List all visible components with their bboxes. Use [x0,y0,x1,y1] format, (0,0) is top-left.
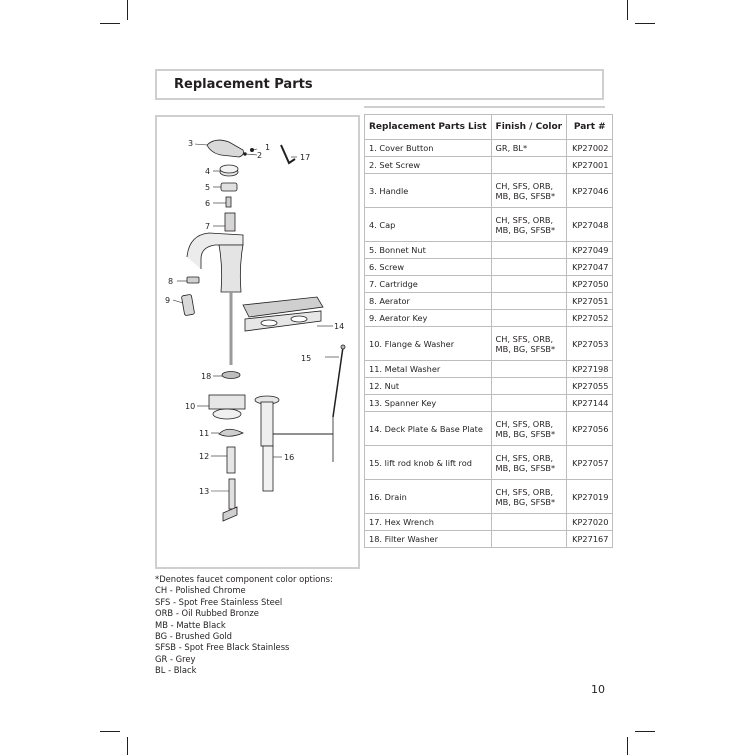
filter-washer-part [222,372,240,379]
callout-6: 6 [205,199,211,208]
crop-mark [635,23,655,24]
callout-7: 7 [205,222,211,231]
crop-mark [100,731,120,732]
crop-mark [635,731,655,732]
part-finish [491,531,567,548]
part-number: KP27047 [567,259,613,276]
part-number: KP27198 [567,361,613,378]
part-description: 1. Cover Button [365,140,492,157]
part-number: KP27048 [567,208,613,242]
hex-wrench-part [281,145,295,163]
table-header-row [365,115,613,140]
part-finish [491,378,567,395]
table-row [365,174,613,208]
note-line: *Denotes faucet component color options: [155,574,333,584]
part-description: 18. Filter Washer [365,531,492,548]
part-description: 5. Bonnet Nut [365,242,492,259]
table-row [365,361,613,378]
part-description: 4. Cap [365,208,492,242]
table-row [365,310,613,327]
note-line: MB - Matte Black [155,619,226,630]
faucet-diagram [157,117,358,567]
bonnet-nut-part [221,183,237,191]
part-finish [491,514,567,531]
aerator-key-part [181,294,194,315]
table-row [365,157,613,174]
part-description: 10. Flange & Washer [365,327,492,361]
crop-mark [627,737,628,755]
part-number: KP27020 [567,514,613,531]
crop-mark [627,0,628,20]
callout-8: 8 [168,277,174,286]
header-parts-list: Replacement Parts List [365,115,492,140]
part-number: KP27052 [567,310,613,327]
callout-15: 15 [301,354,312,363]
note-line: BL - Black [155,665,197,676]
callout-2: 2 [257,151,263,160]
callout-12: 12 [199,452,210,461]
flange-part [209,395,245,409]
part-description: 11. Metal Washer [365,361,492,378]
screw-part [226,197,231,207]
table-row [365,140,613,157]
table-row [365,293,613,310]
part-description: 7. Cartridge [365,276,492,293]
table-row [365,242,613,259]
part-number: KP27056 [567,412,613,446]
part-finish: CH, SFS, ORB, MB, BG, SFSB* [491,446,567,480]
part-finish [491,242,567,259]
note-line: BG - Brushed Gold [155,631,232,642]
callout-13: 13 [199,487,210,496]
spanner-key-part [229,479,235,509]
part-description: 8. Aerator [365,293,492,310]
part-description: 16. Drain [365,480,492,514]
part-number: KP27002 [567,140,613,157]
part-finish: CH, SFS, ORB, MB, BG, SFSB* [491,412,567,446]
part-description: 12. Nut [365,378,492,395]
note-line: GR - Grey [155,653,196,664]
header-finish-color: Finish / Color [491,115,567,140]
table-row [365,259,613,276]
part-finish: CH, SFS, ORB, MB, BG, SFSB* [491,208,567,242]
callout-1: 1 [265,143,271,152]
crop-mark [127,737,128,755]
table-row [365,208,613,242]
part-number: KP27019 [567,480,613,514]
callout-4: 4 [205,167,211,176]
part-finish [491,395,567,412]
part-number: KP27144 [567,395,613,412]
part-number: KP27167 [567,531,613,548]
metal-washer-part [219,429,243,436]
part-finish [491,293,567,310]
note-line: CH - Polished Chrome [155,585,246,596]
page-title: Replacement Parts [174,77,313,92]
header-part-number: Part # [567,115,613,140]
table-row [365,514,613,531]
part-finish: GR, BL* [491,140,567,157]
part-number: KP27051 [567,293,613,310]
table-row [365,378,613,395]
note-line: SFS - Spot Free Stainless Steel [155,596,283,607]
part-finish [491,361,567,378]
part-finish: CH, SFS, ORB, MB, BG, SFSB* [491,327,567,361]
part-finish [491,276,567,293]
callout-16: 16 [284,453,295,462]
part-finish [491,310,567,327]
note-line: SFSB - Spot Free Black Stainless [155,642,290,653]
handle-part [207,140,244,157]
faucet-body [219,245,243,292]
callout-18: 18 [201,372,212,381]
page-number: 10 [591,683,605,696]
crop-mark [127,0,128,20]
title-box [155,69,604,100]
part-number: KP27046 [567,174,613,208]
part-description: 13. Spanner Key [365,395,492,412]
crop-mark [100,23,120,24]
callout-17: 17 [300,153,311,162]
part-finish: CH, SFS, ORB, MB, BG, SFSB* [491,174,567,208]
part-description: 14. Deck Plate & Base Plate [365,412,492,446]
part-number: KP27053 [567,327,613,361]
part-number: KP27057 [567,446,613,480]
cartridge-part [225,213,235,231]
part-description: 3. Handle [365,174,492,208]
part-description: 17. Hex Wrench [365,514,492,531]
table-row [365,531,613,548]
set-screw-part [244,153,247,156]
part-number: KP27001 [567,157,613,174]
table-row [365,276,613,293]
callout-5: 5 [205,183,211,192]
lift-rod-part [333,347,343,417]
part-description: 9. Aerator Key [365,310,492,327]
callout-11: 11 [199,429,210,438]
part-description: 2. Set Screw [365,157,492,174]
table-row [365,446,613,480]
part-description: 15. lift rod knob & lift rod [365,446,492,480]
part-number: KP27049 [567,242,613,259]
callout-3: 3 [188,139,194,148]
table-row [365,327,613,361]
callout-10: 10 [185,402,196,411]
part-finish [491,157,567,174]
part-finish: CH, SFS, ORB, MB, BG, SFSB* [491,480,567,514]
table-row [365,395,613,412]
nut-part [227,447,235,473]
part-description: 6. Screw [365,259,492,276]
color-options-notes [155,574,333,677]
note-line: ORB - Oil Rubbed Bronze [155,608,259,619]
callout-14: 14 [334,322,345,331]
part-number: KP27050 [567,276,613,293]
parts-table [364,114,613,548]
part-number: KP27055 [567,378,613,395]
part-finish [491,259,567,276]
exploded-diagram [155,115,360,569]
aerator-part [187,277,199,283]
callout-9: 9 [165,296,171,305]
table-row [365,412,613,446]
table-row [365,480,613,514]
